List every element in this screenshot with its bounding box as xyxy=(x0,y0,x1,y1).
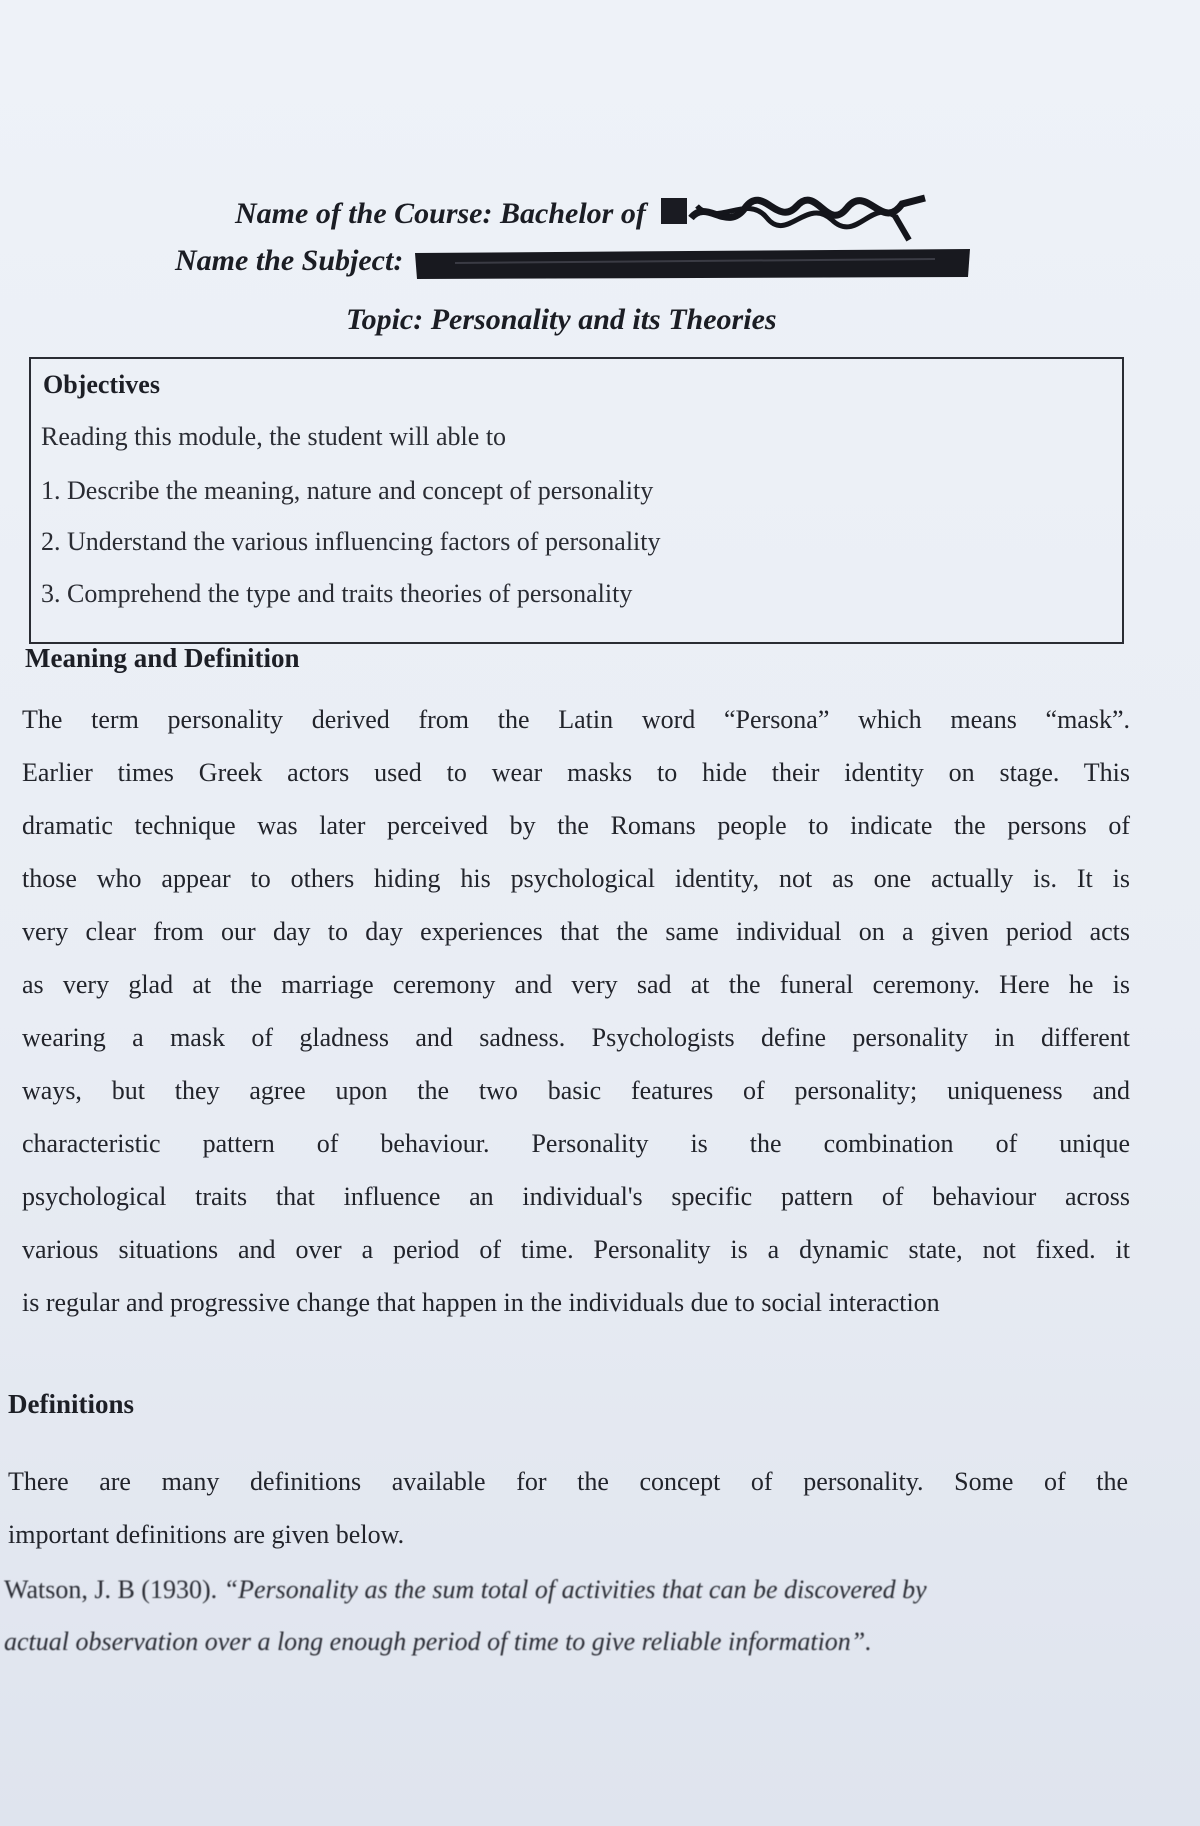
paragraph-line: There are many definitions available for the concept of personality. Some of the xyxy=(8,1467,1128,1496)
paragraph-line: ways, but they agree upon the two basic features of personality; uniqueness and xyxy=(22,1076,1130,1105)
paragraph-line: very clear from our day to day experiences that the same individual on a given period acts xyxy=(22,917,1130,946)
paragraph-line: psychological traits that influence an individual's specific pattern of behaviour across xyxy=(22,1182,1130,1211)
handwritten-scribble xyxy=(657,188,932,244)
paragraph-line: important definitions are given below. xyxy=(8,1520,405,1549)
paragraph-line: Earlier times Greek actors used to wear masks to hide their identity on stage. This xyxy=(22,758,1130,787)
redaction-mark xyxy=(415,243,970,283)
watson-reference: Watson, J. B (1930). xyxy=(4,1575,218,1604)
paragraph-line: various situations and over a period of time. Personality is a dynamic state, not fixed. it xyxy=(22,1235,1130,1264)
paragraph-line: as very glad at the marriage ceremony and very sad at the funeral ceremony. Here he is xyxy=(22,970,1130,999)
topic-title: Topic: Personality and its Theories xyxy=(346,303,777,336)
watson-quote-line: actual observation over a long enough period of time to give reliable information”. xyxy=(4,1627,872,1656)
watson-quote-line: “Personality as the sum total of activities that can be discovered by xyxy=(223,1575,927,1604)
subject-label: Name the Subject: xyxy=(175,243,404,277)
course-name-line xyxy=(235,188,932,244)
objective-item: 3. Comprehend the type and traits theories of personality xyxy=(41,579,633,608)
watson-definition xyxy=(4,1564,1124,1668)
paragraph-line: dramatic technique was later perceived by the Romans people to indicate the persons of xyxy=(22,811,1130,840)
paragraph-line: those who appear to others hiding his psychological identity, not as one actually is. It is xyxy=(22,864,1130,893)
definitions-heading: Definitions xyxy=(8,1389,135,1419)
definitions-paragraph xyxy=(8,1455,1128,1561)
meaning-paragraph xyxy=(22,693,1130,1329)
course-label: Name of the Course: Bachelor of xyxy=(235,196,646,230)
paragraph-line: is regular and progressive change that happen in the individuals due to social interaction xyxy=(22,1288,940,1317)
objectives-title: Objectives xyxy=(43,370,160,399)
objective-item: 2. Understand the various influencing factors of personality xyxy=(41,527,661,556)
subject-name-line xyxy=(175,243,970,283)
paragraph-line: characteristic pattern of behaviour. Personality is the combination of unique xyxy=(22,1129,1130,1158)
meaning-heading: Meaning and Definition xyxy=(25,643,300,673)
objective-item: 1. Describe the meaning, nature and concept of personality xyxy=(41,476,654,505)
paragraph-line: The term personality derived from the Latin word “Persona” which means “mask”. xyxy=(22,705,1130,734)
paragraph-line: wearing a mask of gladness and sadness. Psychologists define personality in different xyxy=(22,1023,1130,1052)
objectives-intro: Reading this module, the student will able to xyxy=(41,422,507,451)
objectives-box xyxy=(29,357,1124,644)
